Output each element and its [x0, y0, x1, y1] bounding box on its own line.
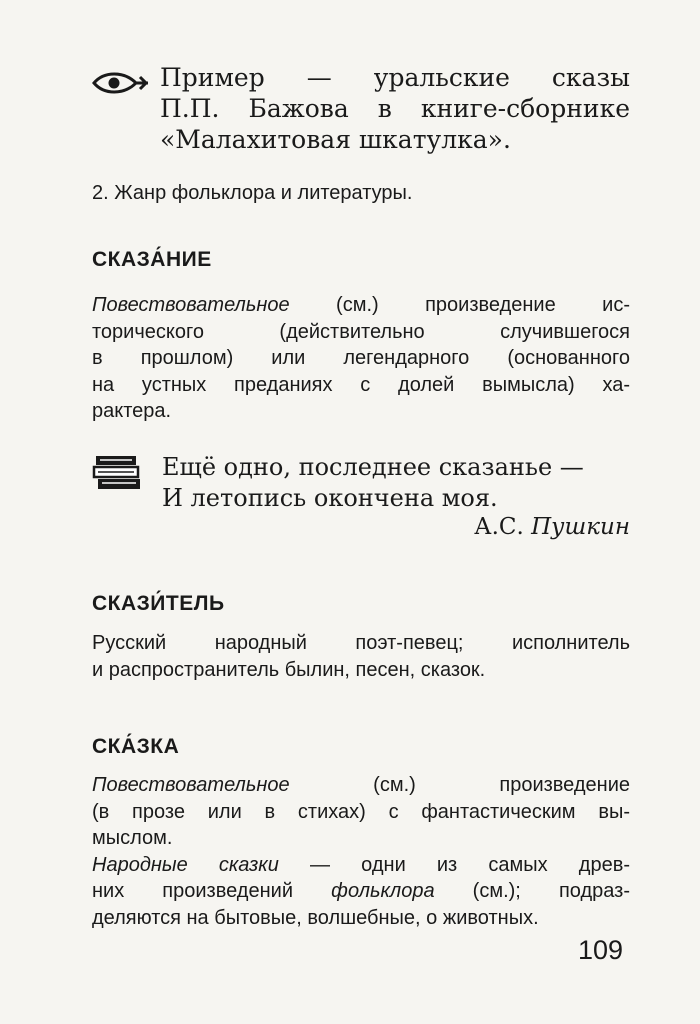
- definition-line: рактера.: [92, 400, 172, 422]
- entry-heading-skazitel: СКАЗИ́ТЕЛЬ: [92, 592, 225, 615]
- definition-line: торического (действительно случившегося: [92, 320, 630, 343]
- definition-line: и распространитель былин, песен, сказок.: [92, 658, 486, 681]
- entry-definition-skazitel: [92, 630, 630, 683]
- poem-line: Ещё одно, последнее сказанье —: [162, 453, 584, 481]
- example-block: [90, 62, 630, 155]
- definition-text: них произведений: [92, 880, 332, 902]
- entry-heading-skazanie: СКАЗА́НИЕ: [92, 248, 212, 271]
- definition-text: (см.); подраз-: [434, 880, 630, 902]
- entry-heading-skazka: СКА́ЗКА: [92, 735, 180, 758]
- definition-text: (см.) произведение ис-: [289, 294, 630, 316]
- books-icon: [92, 452, 144, 492]
- example-line: П.П. Бажова в книге-сборнике: [160, 94, 630, 123]
- definition-line: на устных преданиях с долей вымысла) ха-: [92, 373, 630, 396]
- author-initials: А.С.: [474, 514, 524, 540]
- definition-line: деляются на бытовые, волшебные, о животных.: [92, 906, 539, 929]
- entry-definition-skazka: [92, 772, 630, 931]
- term-povestvovatelnoe: Повествовательное: [92, 774, 290, 796]
- example-line: Пример — уральские сказы: [160, 63, 630, 92]
- term-povestvovatelnoe: Повествовательное: [92, 294, 290, 316]
- term-narodnye-skazki: Народные сказки: [92, 853, 279, 876]
- sense-2-text: 2. Жанр фольклора и литературы.: [92, 182, 413, 204]
- quote-author: [474, 514, 630, 540]
- eye-icon: [90, 68, 150, 98]
- entry-definition-skazanie: [92, 292, 630, 425]
- poem-line: И летопись окончена моя.: [162, 484, 498, 512]
- author-surname: Пушкин: [531, 514, 630, 540]
- page-number: 109: [578, 935, 624, 965]
- example-text: [160, 62, 630, 155]
- definition-text: (см.) произведение: [289, 774, 630, 796]
- definition-line: мыслом.: [92, 827, 173, 849]
- definition-text: — одни из самых древ-: [278, 853, 630, 876]
- definition-line: (в прозе или в стихах) с фантастическим вы-: [92, 800, 630, 823]
- poem-quote: [162, 452, 584, 514]
- definition-line: Русский народный поэт-певец; исполнитель: [92, 632, 630, 654]
- example-line: «Малахитовая шкатулка».: [160, 125, 511, 154]
- definition-line: в прошлом) или легендарного (основанного: [92, 347, 630, 369]
- term-folklor: фольклора: [331, 880, 435, 902]
